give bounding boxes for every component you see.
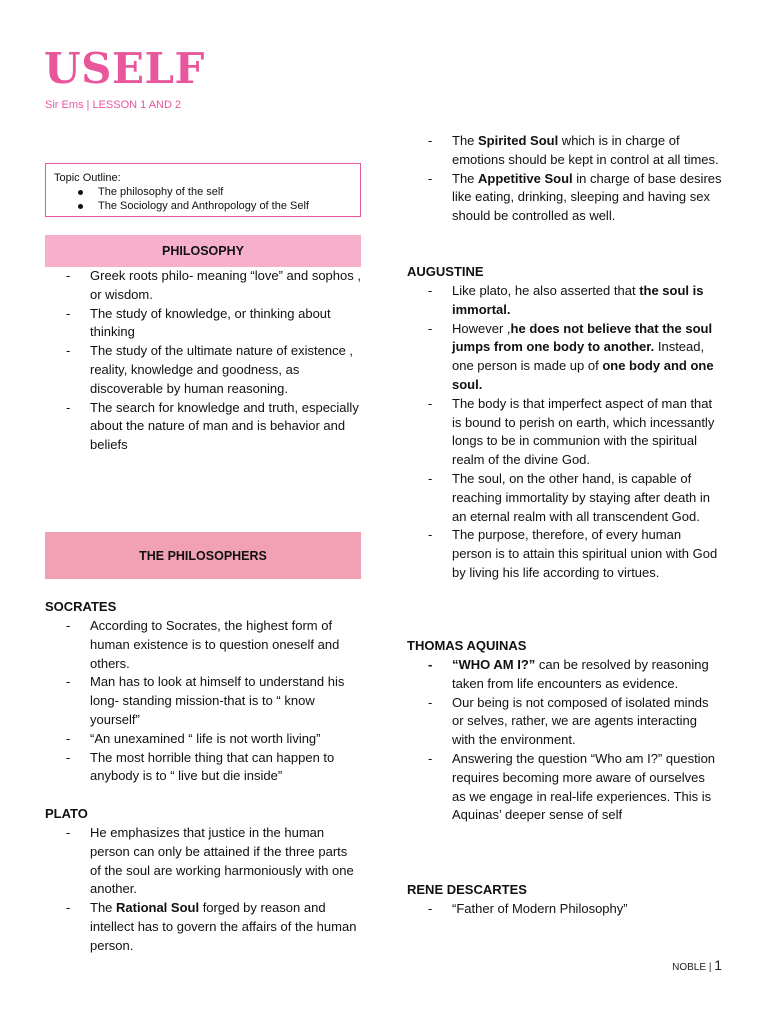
- list-item: - The study of the ultimate nature of existence , reality, knowledge and goodness, as discoverable by human reasoning.: [45, 342, 365, 398]
- list-item: - Man has to look at himself to understand his long- standing mission-that is to “ know yourself”: [45, 673, 367, 729]
- topic-outline-item: The Sociology and Anthropology of the Self: [54, 199, 352, 213]
- topic-outline-item: The philosophy of the self: [54, 185, 352, 199]
- plato-list-right: [407, 132, 722, 226]
- footer-label: NOBLE |: [672, 962, 712, 973]
- list-item: - The Spirited Soul which is in charge of emotions should be kept in control at all times.: [407, 132, 722, 170]
- augustine-heading: AUGUSTINE: [407, 264, 484, 279]
- list-item: - According to Socrates, the highest form of human existence is to question oneself and others.: [45, 617, 367, 673]
- list-item: - The study of knowledge, or thinking about thinking: [45, 305, 365, 343]
- list-item: - He emphasizes that justice in the human person can only be attained if the three parts of the soul are working harmoniously with one another.: [45, 824, 359, 899]
- list-item: - The search for knowledge and truth, especially about the nature of man and is behavior and beliefs: [45, 399, 365, 455]
- list-item: - Like plato, he also asserted that the soul is immortal.: [407, 282, 722, 320]
- topic-outline-label: Topic Outline:: [54, 172, 121, 184]
- list-item: - Answering the question “Who am I?” question requires becoming more aware of ourselves as we engage in real-life experiences. This is Aquinas’ deeper sense of self: [407, 750, 722, 825]
- plato-heading: PLATO: [45, 806, 88, 821]
- rational-soul-term: Rational Soul: [116, 900, 200, 916]
- socrates-heading: SOCRATES: [45, 599, 117, 614]
- list-item: - The purpose, therefore, of every human person is to attain this spiritual union with God by living his life according to virtues.: [407, 526, 722, 582]
- appetitive-soul-term: Appetitive Soul: [478, 170, 573, 186]
- descartes-list: [407, 900, 722, 919]
- philosophers-banner: THE PHILOSOPHERS: [45, 532, 361, 579]
- list-item: - The Appetitive Soul in charge of base desires like eating, drinking, sleeping and having sex should be controlled as well.: [407, 170, 722, 226]
- list-item: - The Rational Soul forged by reason and intellect has to govern the affairs of the human person.: [45, 899, 359, 955]
- page-subtitle: Sir Ems | LESSON 1 AND 2: [45, 99, 182, 111]
- philosophy-banner: PHILOSOPHY: [45, 235, 361, 267]
- list-item: - However ,he does not believe that the soul jumps from one body to another. Instead, one person is made up of one body and one soul.: [407, 320, 722, 395]
- page-footer: [672, 957, 722, 973]
- page-title: USELF: [44, 44, 205, 93]
- topic-outline-list: [54, 185, 352, 213]
- page-number: 1: [714, 957, 722, 973]
- socrates-list: [45, 617, 367, 786]
- list-item: - The soul, on the other hand, is capable of reaching immortality by staying after death in an eternal realm with all transcendent God.: [407, 470, 722, 526]
- spirited-soul-term: Spirited Soul: [478, 133, 559, 148]
- descartes-heading: RENE DESCARTES: [407, 882, 527, 897]
- aquinas-heading: THOMAS AQUINAS: [407, 638, 527, 653]
- list-item: - “An unexamined “ life is not worth living”: [45, 730, 367, 749]
- topic-outline-box: [45, 163, 361, 217]
- list-item: - The most horrible thing that can happen to anybody is to “ live but die inside”: [45, 749, 367, 787]
- list-item: - The body is that imperfect aspect of man that is bound to perish on earth, which incessantly longs to be in communion with the spiritual realm of the divine God.: [407, 395, 722, 470]
- list-item: - Greek roots philo- meaning “love” and sophos , or wisdom.: [45, 267, 365, 305]
- plato-list-left: [45, 824, 359, 956]
- list-item: - “WHO AM I?” can be resolved by reasoning taken from life encounters as evidence.: [407, 656, 722, 694]
- augustine-list: [407, 282, 722, 583]
- aquinas-list: [407, 656, 722, 825]
- philosophy-list: [45, 267, 365, 455]
- list-item: - Our being is not composed of isolated minds or selves, rather, we are agents interacting with the environment.: [407, 694, 722, 750]
- list-item: - “Father of Modern Philosophy”: [407, 900, 722, 919]
